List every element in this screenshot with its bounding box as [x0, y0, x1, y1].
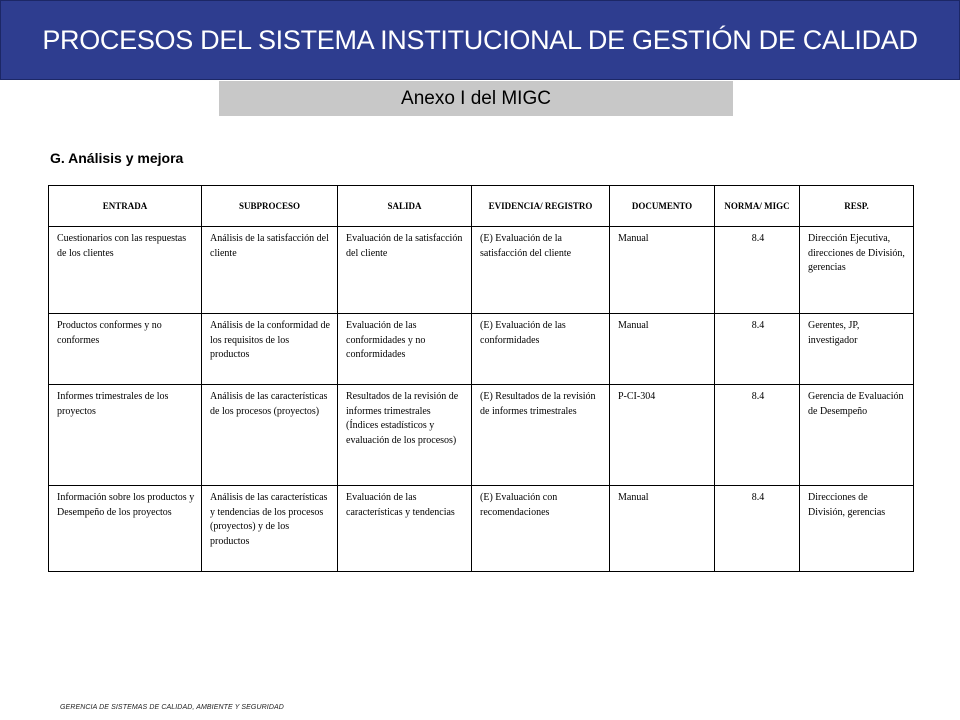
cell-salida: Evaluación de las características y tendencias [338, 486, 472, 572]
column-header-evidencia: EVIDENCIA/ REGISTRO [472, 186, 610, 227]
column-header-subproceso: SUBPROCESO [202, 186, 338, 227]
cell-evidencia: (E) Resultados de la revisión de informes trimestrales [472, 385, 610, 486]
cell-evidencia: (E) Evaluación de las conformidades [472, 314, 610, 385]
table-row [49, 314, 914, 385]
cell-documento: Manual [610, 314, 715, 385]
cell-entrada: Informes trimestrales de los proyectos [49, 385, 202, 486]
cell-entrada: Cuestionarios con las respuestas de los clientes [49, 227, 202, 314]
subtitle-bar [219, 81, 733, 116]
table-row [49, 385, 914, 486]
cell-documento: Manual [610, 227, 715, 314]
cell-resp: Direcciones de División, gerencias [800, 486, 914, 572]
table-header-row [49, 186, 914, 227]
column-header-resp: RESP. [800, 186, 914, 227]
column-header-documento: DOCUMENTO [610, 186, 715, 227]
cell-salida: Evaluación de las conformidades y no conformidades [338, 314, 472, 385]
cell-norma: 8.4 [715, 227, 800, 314]
cell-salida: Resultados de la revisión de informes trimestrales (Índices estadísticos y evaluación de los procesos) [338, 385, 472, 486]
cell-norma: 8.4 [715, 314, 800, 385]
cell-resp: Dirección Ejecutiva, direcciones de División, gerencias [800, 227, 914, 314]
cell-subproceso: Análisis de la satisfacción del cliente [202, 227, 338, 314]
footer-text: GERENCIA DE SISTEMAS DE CALIDAD, AMBIENTE Y SEGURIDAD [60, 704, 284, 711]
cell-documento: Manual [610, 486, 715, 572]
cell-norma: 8.4 [715, 385, 800, 486]
section-heading: G. Análisis y mejora [50, 150, 184, 166]
cell-resp: Gerentes, JP, investigador [800, 314, 914, 385]
column-header-salida: SALIDA [338, 186, 472, 227]
column-header-norma: NORMA/ MIGC [715, 186, 800, 227]
cell-salida: Evaluación de la satisfacción del cliente [338, 227, 472, 314]
cell-evidencia: (E) Evaluación de la satisfacción del cliente [472, 227, 610, 314]
column-header-entrada: ENTRADA [49, 186, 202, 227]
cell-entrada: Información sobre los productos y Desempeño de los proyectos [49, 486, 202, 572]
cell-subproceso: Análisis de las características de los procesos (proyectos) [202, 385, 338, 486]
cell-resp: Gerencia de Evaluación de Desempeño [800, 385, 914, 486]
title-banner [0, 0, 960, 80]
page-title: PROCESOS DEL SISTEMA INSTITUCIONAL DE GESTIÓN DE CALIDAD [42, 24, 918, 55]
cell-subproceso: Análisis de las características y tendencias de los procesos (proyectos) y de los productos [202, 486, 338, 572]
cell-norma: 8.4 [715, 486, 800, 572]
subtitle-text: Anexo I del MIGC [401, 87, 551, 109]
table-row [49, 486, 914, 572]
cell-evidencia: (E) Evaluación con recomendaciones [472, 486, 610, 572]
table-row [49, 227, 914, 314]
process-table [48, 185, 914, 572]
cell-subproceso: Análisis de la conformidad de los requisitos de los productos [202, 314, 338, 385]
cell-documento: P-CI-304 [610, 385, 715, 486]
cell-entrada: Productos conformes y no conformes [49, 314, 202, 385]
